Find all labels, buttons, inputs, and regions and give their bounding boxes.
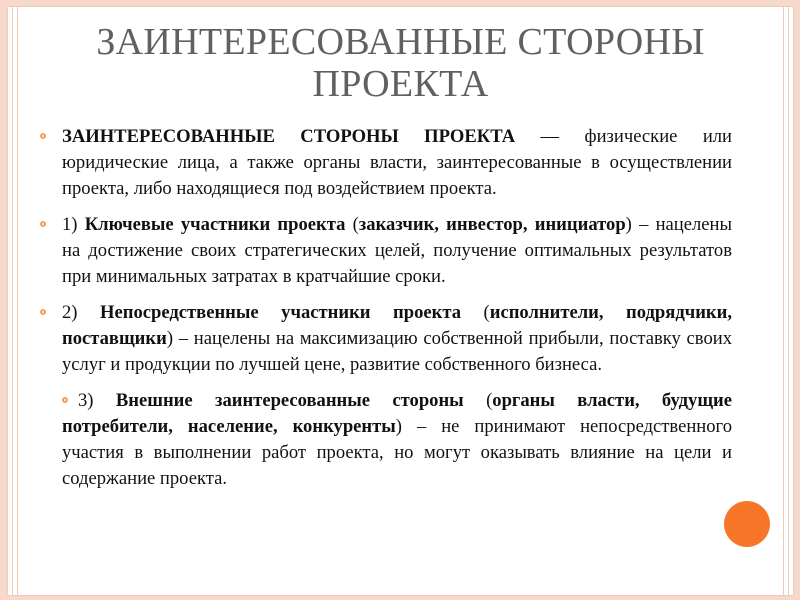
- bullet-icon: [40, 133, 46, 139]
- paren-open: (: [461, 302, 490, 323]
- bullet-icon: [62, 397, 68, 403]
- item-description: – нацелены на достижение своих стратегических целей, получение оптимальных результатов при минимальных затратах в кратчайшие сроки.: [62, 214, 732, 287]
- bullet-icon: [40, 221, 46, 227]
- left-border-line-inner: [17, 7, 18, 595]
- list-item-key-participants: [38, 212, 732, 290]
- list-item-definition: [38, 124, 732, 202]
- slide: [8, 7, 793, 595]
- item-heading: Ключевые участники проекта: [84, 214, 346, 235]
- item-heading: Непосредственные участники проекта: [100, 302, 461, 323]
- paren-open: (: [345, 214, 359, 235]
- item-text: [62, 388, 732, 492]
- definition-term: ЗАИНТЕРЕСОВАННЫЕ СТОРОНЫ ПРОЕКТА: [62, 126, 516, 147]
- paren-close: ): [166, 328, 174, 349]
- paren-close: ): [625, 214, 632, 235]
- item-number: 2): [62, 302, 101, 323]
- right-border-line-inner: [783, 7, 784, 595]
- item-examples: исполнители, подрядчики, поставщики: [62, 302, 732, 349]
- definition-text: — физические или юридические лица, а также органы власти, заинтересованные в осуществлении проекта, либо находящиеся под воздействием проекта.: [62, 126, 732, 199]
- paren-close: ): [395, 416, 402, 437]
- slide-title: ЗАИНТЕРЕСОВАННЫЕ СТОРОНЫ ПРОЕКТА: [96, 21, 705, 105]
- item-examples: заказчик, инвестор, инициатор: [358, 214, 626, 235]
- item-number: 1): [62, 214, 85, 235]
- decorative-orange-circle: [724, 501, 770, 547]
- left-border-line: [12, 7, 13, 595]
- paren-open: (: [463, 390, 493, 411]
- list-item-external-stakeholders: [38, 388, 732, 492]
- item-description: – нацелены на максимизацию собственной прибыли, поставку своих услуг и продукции по лучшей цене, развитие собственного бизнеса.: [62, 328, 732, 375]
- item-number: 3): [78, 390, 116, 411]
- right-border-line: [788, 7, 789, 595]
- item-description: – не принимают непосредственного участия в выполнении работ проекта, но могут оказывать влияние на цели и содержание проекта.: [62, 416, 732, 489]
- item-examples: органы власти, будущие потребители, население, конкуренты: [62, 390, 733, 437]
- item-heading: Внешние заинтересованные стороны: [115, 390, 464, 411]
- list-item-direct-participants: [38, 300, 732, 378]
- bullet-icon: [40, 309, 46, 315]
- slide-body: [38, 124, 732, 502]
